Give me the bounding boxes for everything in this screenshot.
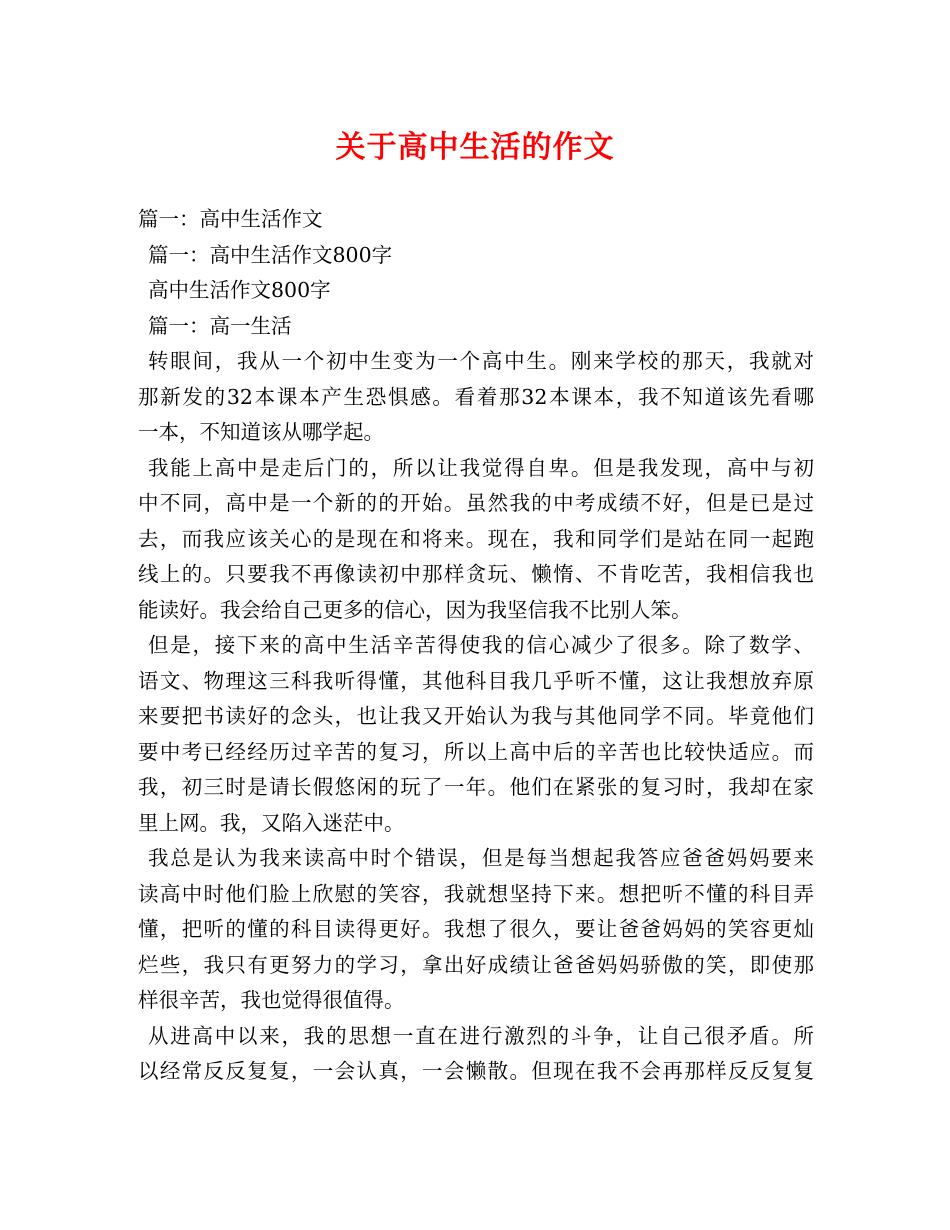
- paragraph-line: 我，初三时是请长假悠闲的玩了一年。他们在紧张的复习时，我却在家: [138, 775, 814, 799]
- paragraph-line: 以经常反反复复，一会认真，一会懒散。但现在我不会再那样反反复复: [138, 1059, 814, 1083]
- paragraph-line: 但是，接下来的高中生活辛苦得使我的信心减少了很多。除了数学、: [148, 633, 814, 657]
- paragraph-line: 能读好。我会给自己更多的信心，因为我坚信我不比别人笨。: [138, 597, 692, 622]
- paragraph-line: 去，而我应该关心的是现在和将来。现在，我和同学们是站在同一起跑: [138, 526, 814, 551]
- paragraph-line: 读高中时他们脸上欣慰的笑容，我就想坚持下来。想把听不懂的科目弄: [138, 881, 814, 906]
- paragraph-line: 要中考已经经历过辛苦的复习，所以上高中后的辛苦也比较快适应。而: [138, 739, 814, 764]
- paragraph-line: 我总是认为我来读高中时个错误，但是每当想起我答应爸爸妈妈要来: [148, 846, 814, 870]
- paragraph-line: 我能上高中是走后门的，所以让我觉得自卑。但是我发现，高中与初: [148, 455, 814, 480]
- paragraph-line: 懂，把听的懂的科目读得更好。我想了很久，要让爸爸妈妈的笑容更灿: [138, 917, 814, 941]
- section-heading: 篇一：高中生活作文: [138, 207, 323, 231]
- section-heading: 篇一：高一生活: [148, 313, 292, 338]
- document-body: [138, 202, 814, 1090]
- document-title: 关于高中生活的作文: [335, 130, 615, 165]
- paragraph-line: 线上的。只要我不再像读初中那样贪玩、懒惰、不肯吃苦，我相信我也: [138, 562, 814, 586]
- paragraph-line: 一本，不知道该从哪学起。: [138, 420, 384, 444]
- paragraph-line: 语文、物理这三科我听得懂，其他科目我几乎听不懂，这让我想放弃原: [138, 668, 814, 693]
- paragraph-line: 从进高中以来，我的思想一直在进行激烈的斗争，让自己很矛盾。所: [148, 1023, 814, 1048]
- paragraph-line: 转眼间，我从一个初中生变为一个高中生。刚来学校的那天，我就对: [148, 349, 814, 373]
- paragraph-line: 中不同，高中是一个新的的开始。虽然我的中考成绩不好，但是已是过: [138, 491, 814, 515]
- paragraph-line: 里上网。我，又陷入迷茫中。: [138, 810, 405, 835]
- paragraph-line: 样很辛苦，我也觉得很值得。: [138, 988, 405, 1012]
- paragraph-line: 烂些，我只有更努力的学习，拿出好成绩让爸爸妈妈骄傲的笑，即使那: [138, 952, 814, 977]
- section-heading: 高中生活作文800字: [148, 278, 331, 302]
- paragraph-line: 那新发的32本课本产生恐惧感。看着那32本课本，我不知道该先看哪: [138, 384, 814, 409]
- section-heading: 篇一：高中生活作文800字: [148, 242, 393, 267]
- paragraph-line: 来要把书读好的念头，也让我又开始认为我与其他同学不同。毕竟他们: [138, 704, 814, 728]
